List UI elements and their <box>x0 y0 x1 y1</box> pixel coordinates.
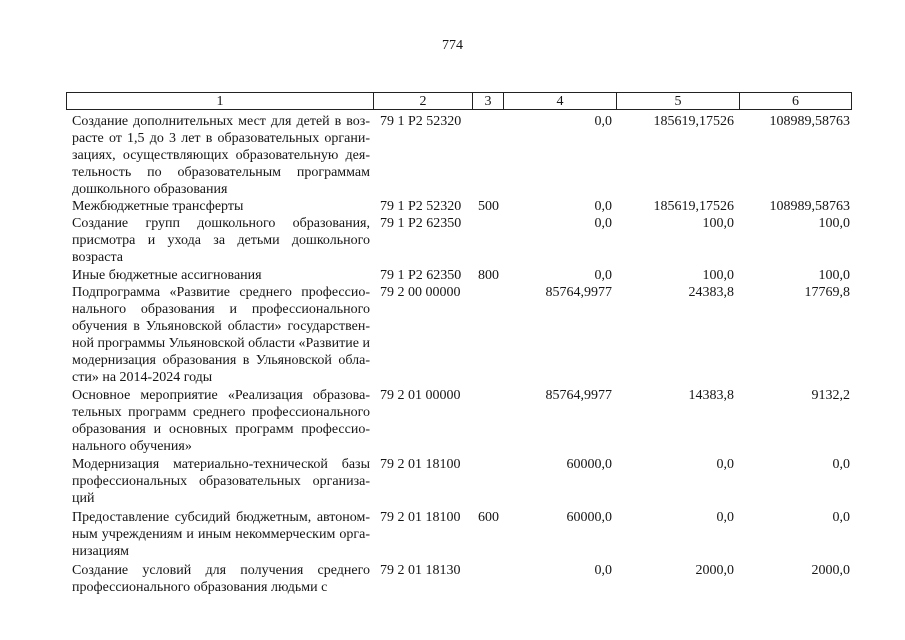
row-code: 79 2 01 18100 <box>380 457 461 472</box>
row-value-col5: 185619,17526 <box>653 114 734 129</box>
row-value-col4: 0,0 <box>594 268 612 283</box>
row-value-col6: 0,0 <box>832 510 850 525</box>
row-code: 79 1 Р2 52320 <box>380 114 462 129</box>
column-header-row <box>66 92 852 110</box>
row-value-col4: 0,0 <box>594 199 612 214</box>
row-name: Предоставление субсидий бюджетным, автономным учреждениям и иным некоммерческим организациям <box>72 510 370 560</box>
column-header-1: 1 <box>216 94 224 109</box>
column-header-3: 3 <box>484 94 492 109</box>
column-header-4: 4 <box>556 94 564 109</box>
column-header-2: 2 <box>419 94 427 109</box>
row-code: 79 2 00 00000 <box>380 285 461 300</box>
row-code: 79 2 01 18100 <box>380 510 461 525</box>
row-code: 79 2 01 18130 <box>380 563 461 578</box>
row-value-col6: 2000,0 <box>811 563 850 578</box>
row-value-col4: 0,0 <box>594 563 612 578</box>
row-value-col6: 17769,8 <box>804 285 850 300</box>
row-expense-type: 600 <box>478 510 499 525</box>
row-expense-type: 800 <box>478 268 499 283</box>
row-value-col4: 0,0 <box>594 114 612 129</box>
row-value-col5: 2000,0 <box>695 563 734 578</box>
row-name: Иные бюджетные ассигнования <box>72 268 262 283</box>
row-name: Подпрограмма «Развитие среднего профессионального образования и профессионального обучения в Ульяновской области» государственной программы Ульяновской области «Развитие и модернизация образования в Ульяновской области» на 2014-2024 годы <box>72 285 370 386</box>
row-name: Создание условий для получения среднего профессионального образования людьми с <box>72 563 370 596</box>
row-value-col6: 108989,58763 <box>769 114 850 129</box>
row-code: 79 1 Р2 62350 <box>380 268 462 283</box>
row-value-col6: 100,0 <box>818 216 850 231</box>
row-value-col6: 9132,2 <box>811 388 850 403</box>
row-value-col5: 100,0 <box>702 216 734 231</box>
row-value-col5: 14383,8 <box>688 388 734 403</box>
row-name: Создание дополнительных мест для детей в возрасте от 1,5 до 3 лет в образовательных организациях, осуществляющих образовательную деятельность по образовательным программам дошкольного образования <box>72 114 370 198</box>
row-name: Создание групп дошкольного образования, присмотра и ухода за детьми дошкольного возраста <box>72 216 370 266</box>
column-header-6: 6 <box>792 94 799 109</box>
page-number: 774 <box>442 38 463 53</box>
row-value-col5: 0,0 <box>716 510 734 525</box>
row-value-col6: 100,0 <box>818 268 850 283</box>
row-value-col5: 24383,8 <box>688 285 734 300</box>
row-code: 79 1 Р2 62350 <box>380 216 462 231</box>
row-value-col4: 85764,9977 <box>545 388 612 403</box>
row-code: 79 1 Р2 52320 <box>380 199 462 214</box>
row-value-col4: 85764,9977 <box>545 285 612 300</box>
row-name: Межбюджетные трансферты <box>72 199 244 214</box>
row-value-col5: 100,0 <box>702 268 734 283</box>
row-value-col4: 60000,0 <box>566 457 612 472</box>
row-name: Модернизация материально-технической базы профессиональных образовательных организаций <box>72 457 370 507</box>
column-header-5: 5 <box>674 94 682 109</box>
row-name: Основное мероприятие «Реализация образовательных программ среднего профессионального образования и основных программ профессионального обучения» <box>72 388 370 455</box>
row-expense-type: 500 <box>478 199 499 214</box>
row-value-col5: 0,0 <box>716 457 734 472</box>
row-value-col4: 0,0 <box>594 216 612 231</box>
row-value-col6: 0,0 <box>832 457 850 472</box>
row-value-col5: 185619,17526 <box>653 199 734 214</box>
row-value-col4: 60000,0 <box>566 510 612 525</box>
row-code: 79 2 01 00000 <box>380 388 461 403</box>
row-value-col6: 108989,58763 <box>769 199 850 214</box>
